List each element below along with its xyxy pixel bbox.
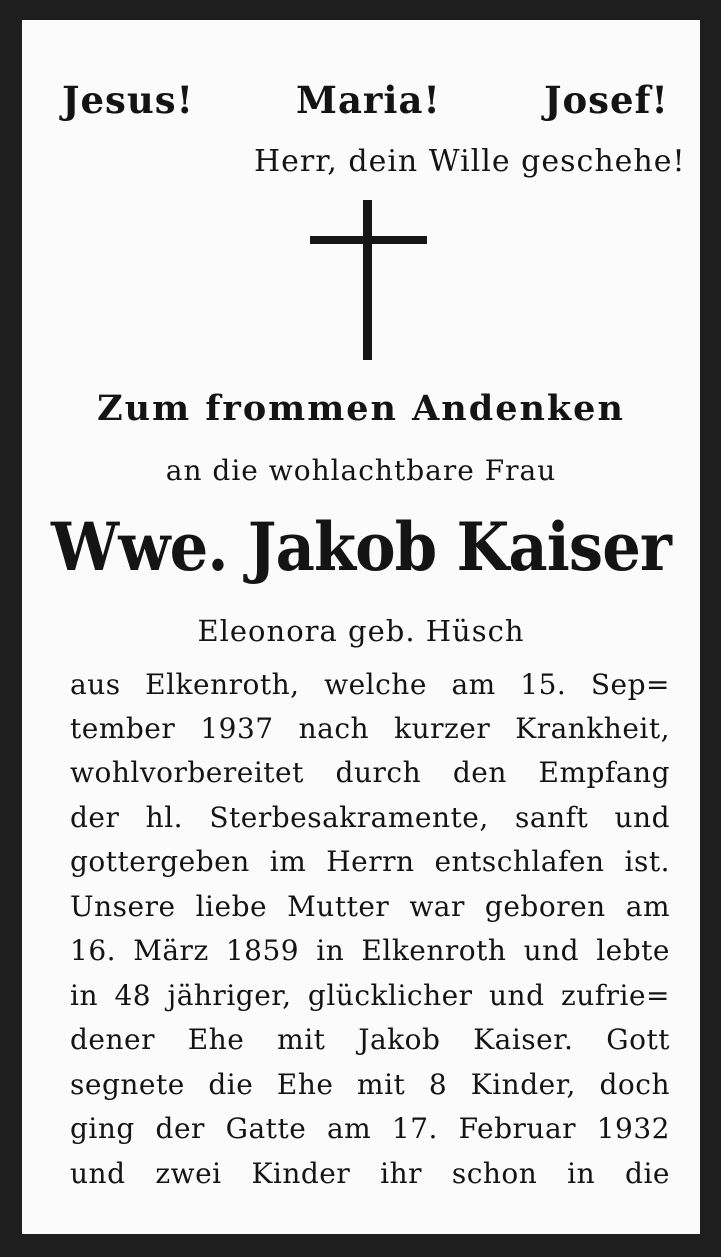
invocation-josef: Josef! — [544, 78, 669, 122]
text-line: und zwei Kinder ihr schon in die — [70, 1157, 670, 1190]
text-line: Unsere liebe Mutter war geboren am — [70, 890, 670, 923]
memorial-card — [22, 20, 700, 1234]
invocation-maria: Maria! — [296, 78, 441, 122]
text-line: gottergeben im Herrn entschlafen ist. — [70, 845, 670, 878]
deceased-name: Wwe. Jakob Kaiser — [51, 508, 671, 586]
invocation-jesus: Jesus! — [62, 78, 194, 122]
text-line: in 48 jähriger, glücklicher und zufrie= — [70, 979, 670, 1012]
text-line: aus Elkenroth, welche am 15. Sep= — [70, 668, 670, 701]
text-line: wohlvorbereitet durch den Empfang — [70, 756, 670, 789]
text-line: segnete die Ehe mit 8 Kinder, doch — [70, 1068, 670, 1101]
text-line: dener Ehe mit Jakob Kaiser. Gott — [70, 1023, 670, 1056]
dedication-line: an die wohlachtbare Frau — [165, 454, 557, 487]
text-line: ging der Gatte am 17. Februar 1932 — [70, 1112, 670, 1145]
prayer-line: Herr, dein Wille geschehe! — [254, 144, 686, 179]
text-line: tember 1937 nach kurzer Krankheit, — [70, 712, 670, 745]
text-line: der hl. Sterbesakramente, sanft und — [70, 801, 670, 834]
birth-name: Eleonora geb. Hüsch — [197, 614, 525, 648]
text-line: 16. März 1859 in Elkenroth und lebte — [70, 934, 670, 967]
memorial-heading: Zum frommen Andenken — [97, 388, 625, 429]
